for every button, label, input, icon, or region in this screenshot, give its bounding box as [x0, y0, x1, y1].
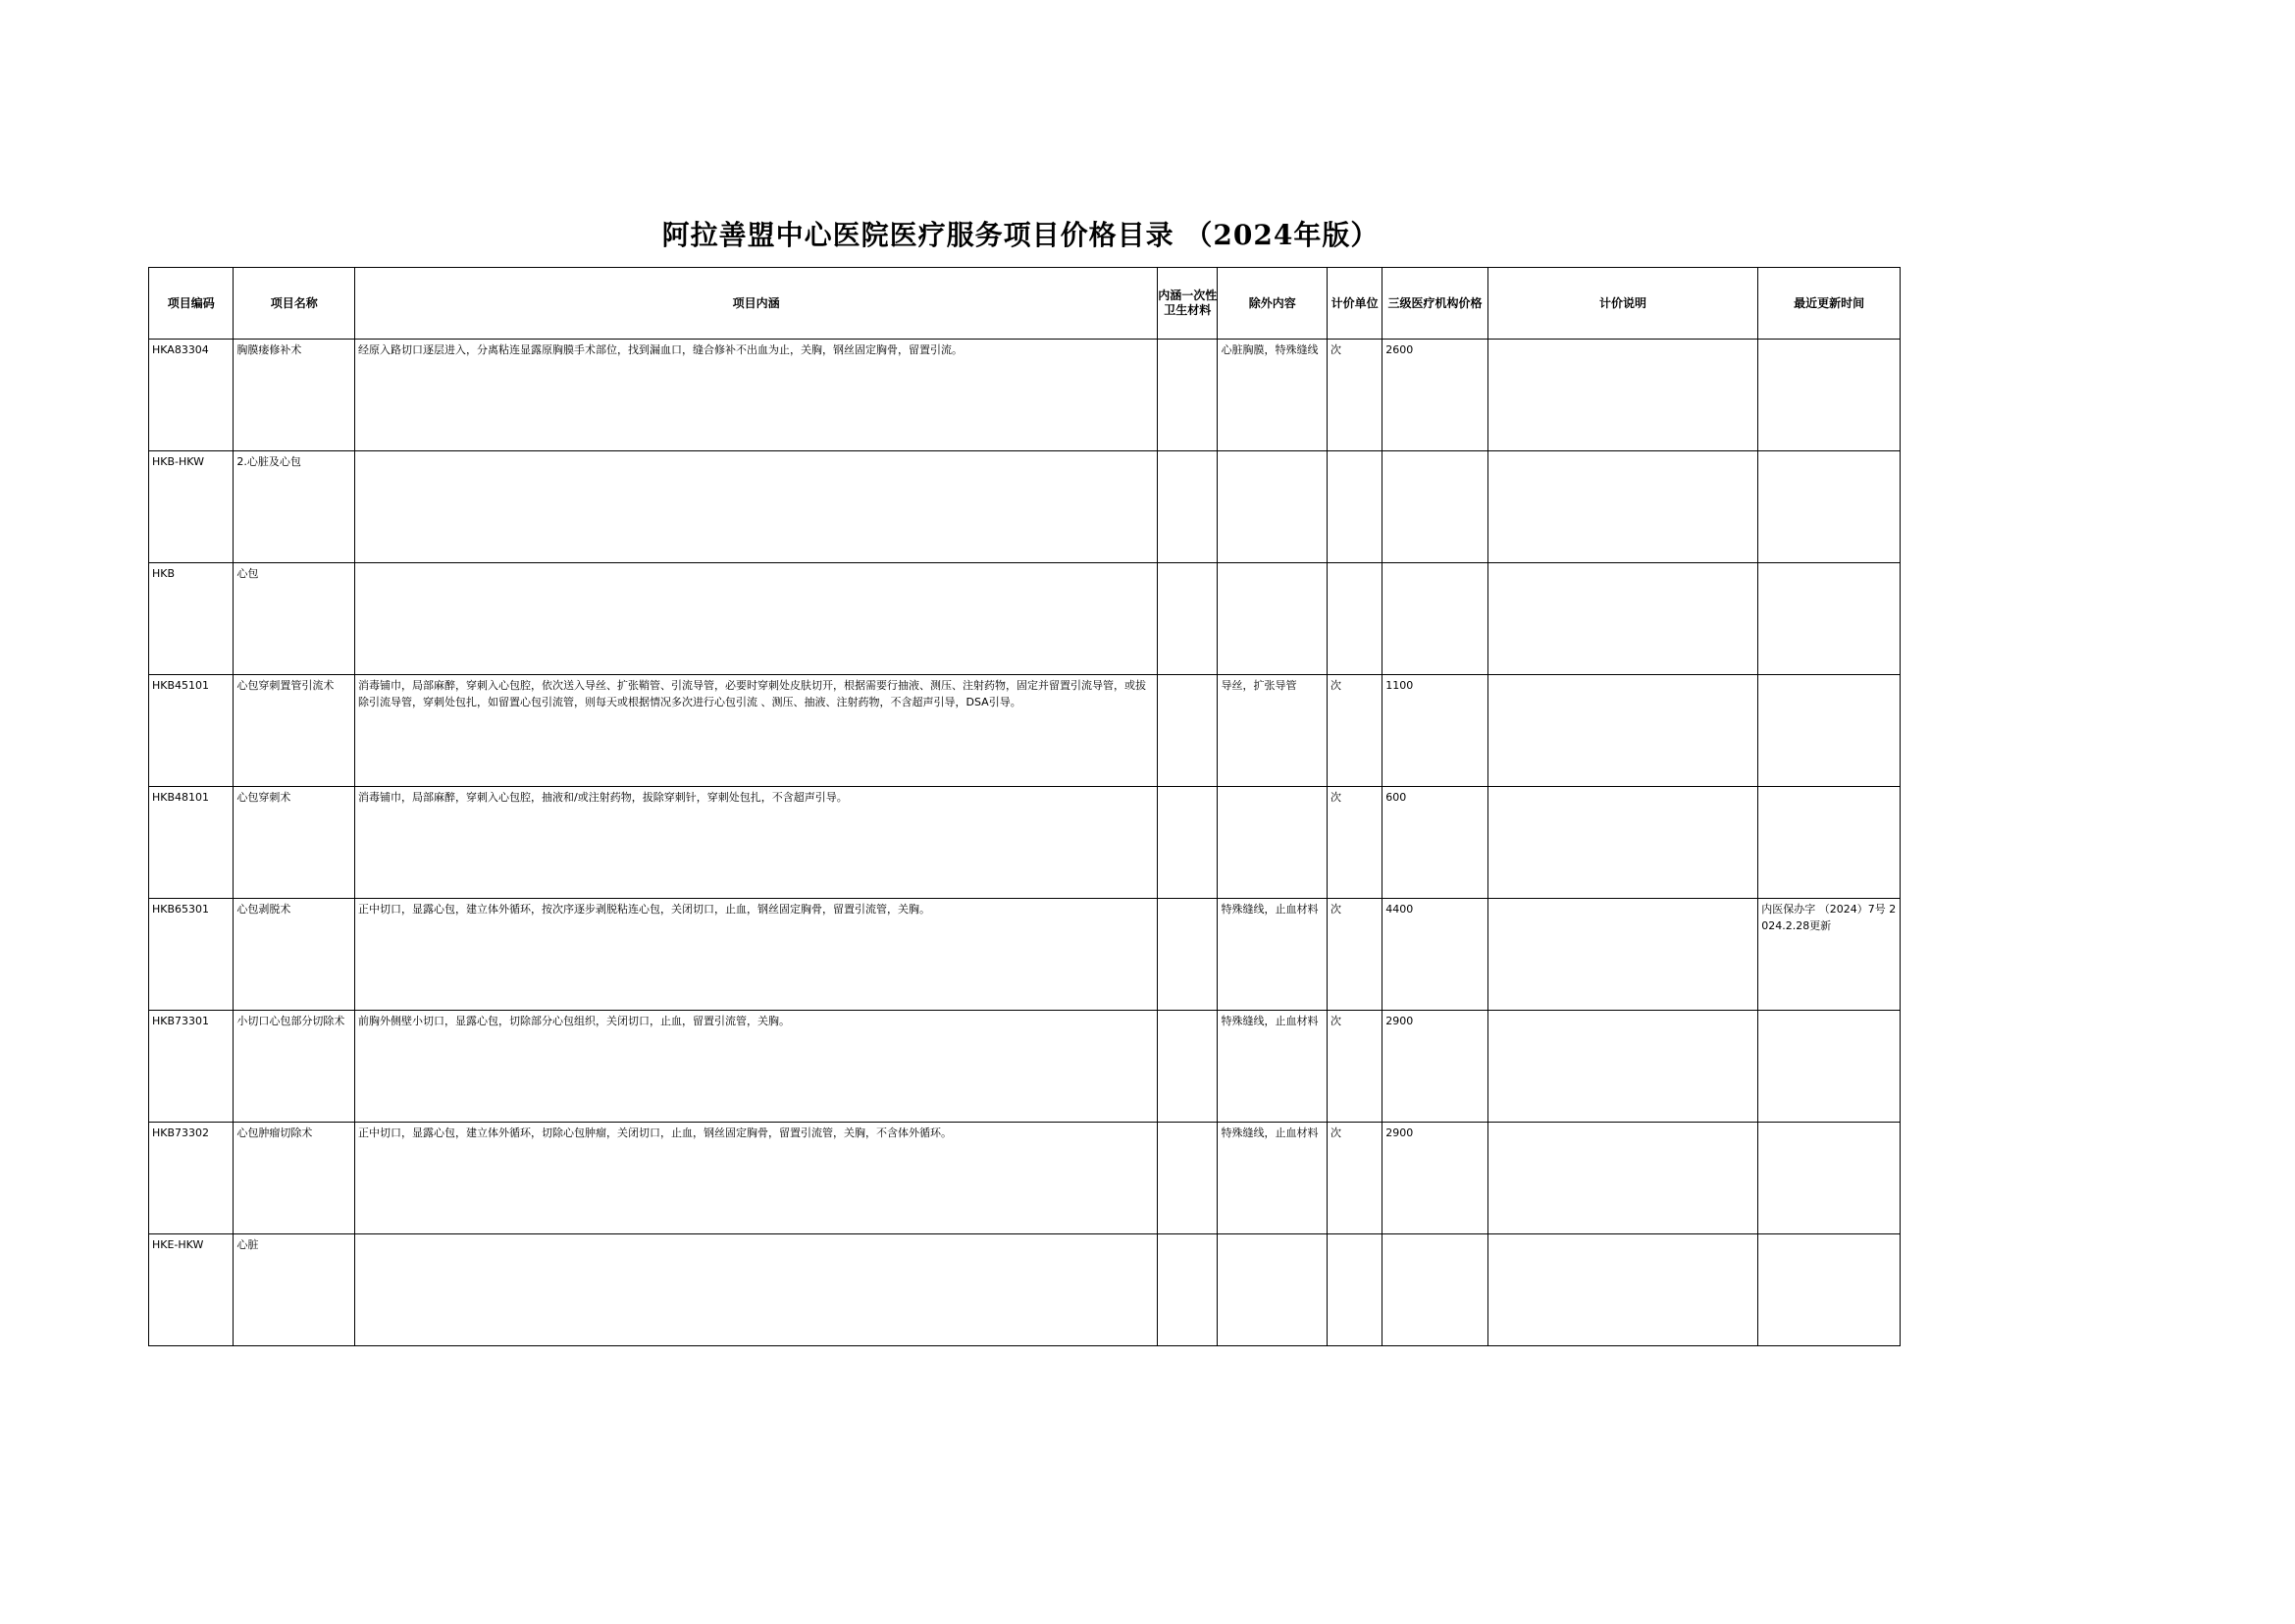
item-name-cell [234, 787, 355, 899]
price-cell-text: 4400 [1385, 903, 1414, 916]
price-catalog-table [148, 267, 1901, 1346]
consumables-cell [1158, 451, 1218, 563]
exclusions-cell-text: 特殊缝线，止血材料 [1221, 1015, 1319, 1027]
header-content: 项目内涵 [355, 268, 1158, 340]
header-pricing-notes: 计价说明 [1487, 268, 1757, 340]
pricing-notes-cell [1487, 675, 1757, 787]
pricing-notes-cell [1487, 563, 1757, 675]
unit-cell-text: 次 [1330, 1015, 1342, 1027]
updated-cell-text [1758, 1011, 1900, 1013]
item-name-cell-text: 2.心脏及心包 [236, 455, 301, 468]
item-content-cell-text: 消毒铺巾，局部麻醉，穿刺入心包腔，依次送入导丝、扩张鞘管、引流导管，必要时穿刺处皮肤切开，根据需要行抽液、测压、注射药物，固定并留置引流导管，或拔除引流导管，穿刺处包扎，如留置心包引流管，则每天或根据情况多次进行心包引流 、测压、抽液、注射药物，不含超声引导，DSA引导。 [358, 679, 1147, 708]
price-cell [1382, 1234, 1488, 1346]
item-name-cell [234, 451, 355, 563]
pricing-notes-cell-text [1488, 787, 1757, 789]
pricing-notes-cell-text [1488, 340, 1757, 341]
item-content-cell [355, 1234, 1158, 1346]
updated-cell [1758, 1011, 1901, 1123]
table-row [149, 675, 1901, 787]
pricing-notes-cell-text [1488, 899, 1757, 901]
exclusions-cell [1218, 899, 1328, 1011]
item-name-cell [234, 675, 355, 787]
header-consumables: 内涵一次性卫生材料 [1158, 268, 1218, 340]
unit-cell [1328, 340, 1382, 451]
item-name-cell [234, 1011, 355, 1123]
updated-cell [1758, 1123, 1901, 1234]
updated-cell-text: 内医保办字 （2024）7号 2024.2.28更新 [1761, 903, 1897, 932]
unit-cell-text: 次 [1330, 791, 1342, 804]
updated-cell-text [1758, 340, 1900, 341]
price-cell [1382, 451, 1488, 563]
header-exclusions: 除外内容 [1218, 268, 1328, 340]
item-content-cell [355, 563, 1158, 675]
item-name-cell [234, 1123, 355, 1234]
updated-cell [1758, 340, 1901, 451]
exclusions-cell [1218, 563, 1328, 675]
price-cell-text: 2600 [1385, 343, 1414, 356]
item-name-cell-text: 胸膜瘘修补术 [236, 343, 302, 356]
updated-cell [1758, 563, 1901, 675]
item-content-cell [355, 451, 1158, 563]
consumables-cell-text [1158, 899, 1217, 901]
unit-cell [1328, 787, 1382, 899]
pricing-notes-cell-text [1488, 451, 1757, 453]
consumables-cell [1158, 1123, 1218, 1234]
page-title: 阿拉善盟中心医院医疗服务项目价格目录 （2024年版） [661, 219, 1380, 251]
updated-cell-text [1758, 451, 1900, 453]
price-cell-text [1382, 563, 1487, 565]
consumables-cell [1158, 675, 1218, 787]
item-content-cell-text: 消毒铺巾，局部麻醉，穿刺入心包腔，抽液和/或注射药物，拔除穿刺针，穿刺处包扎，不含超声引导。 [358, 791, 848, 804]
exclusions-cell-text: 特殊缝线，止血材料 [1221, 1126, 1319, 1139]
exclusions-cell [1218, 1234, 1328, 1346]
item-name-cell-text: 小切口心包部分切除术 [236, 1015, 345, 1027]
consumables-cell-text [1158, 340, 1217, 341]
price-cell [1382, 1123, 1488, 1234]
unit-cell [1328, 1123, 1382, 1234]
item-code-cell-text: HKB-HKW [152, 455, 204, 468]
consumables-cell [1158, 1234, 1218, 1346]
unit-cell-text [1328, 563, 1382, 565]
consumables-cell-text [1158, 451, 1217, 453]
unit-cell-text [1328, 1234, 1382, 1236]
table-row [149, 340, 1901, 451]
pricing-notes-cell-text [1488, 1234, 1757, 1236]
consumables-cell [1158, 340, 1218, 451]
pricing-notes-cell [1487, 1234, 1757, 1346]
price-cell-text: 2900 [1385, 1126, 1414, 1139]
updated-cell [1758, 675, 1901, 787]
exclusions-cell [1218, 787, 1328, 899]
item-name-cell [234, 1234, 355, 1346]
table-row [149, 451, 1901, 563]
pricing-notes-cell [1487, 451, 1757, 563]
updated-cell-text [1758, 787, 1900, 789]
item-code-cell [149, 1123, 234, 1234]
item-code-cell [149, 1011, 234, 1123]
pricing-notes-cell-text [1488, 563, 1757, 565]
item-code-cell-text: HKB45101 [152, 679, 210, 692]
item-code-cell-text: HKA83304 [152, 343, 209, 356]
updated-cell [1758, 1234, 1901, 1346]
consumables-cell-text [1158, 675, 1217, 677]
header-price: 三级医疗机构价格 [1382, 268, 1488, 340]
price-cell-text: 1100 [1385, 679, 1414, 692]
table-header-row [149, 268, 1901, 340]
pricing-notes-cell [1487, 787, 1757, 899]
exclusions-cell-text: 导丝，扩张导管 [1221, 679, 1297, 692]
exclusions-cell [1218, 340, 1328, 451]
exclusions-cell-text [1218, 563, 1327, 565]
header-unit: 计价单位 [1328, 268, 1382, 340]
updated-cell-text [1758, 563, 1900, 565]
item-code-cell [149, 787, 234, 899]
table-row [149, 1234, 1901, 1346]
item-name-cell [234, 899, 355, 1011]
item-content-cell [355, 1011, 1158, 1123]
pricing-notes-cell-text [1488, 675, 1757, 677]
pricing-notes-cell [1487, 340, 1757, 451]
price-cell [1382, 787, 1488, 899]
consumables-cell [1158, 899, 1218, 1011]
consumables-cell-text [1158, 787, 1217, 789]
pricing-notes-cell-text [1488, 1123, 1757, 1125]
item-content-cell [355, 340, 1158, 451]
price-cell [1382, 899, 1488, 1011]
price-cell-text: 2900 [1385, 1015, 1414, 1027]
item-code-cell-text: HKE-HKW [152, 1238, 204, 1251]
consumables-cell [1158, 563, 1218, 675]
pricing-notes-cell [1487, 1123, 1757, 1234]
item-code-cell [149, 1234, 234, 1346]
exclusions-cell-text [1218, 1234, 1327, 1236]
updated-cell [1758, 451, 1901, 563]
item-content-cell-text [355, 563, 1157, 565]
item-code-cell [149, 563, 234, 675]
item-name-cell-text: 心包穿刺置管引流术 [236, 679, 335, 692]
item-content-cell-text: 前胸外侧壁小切口，显露心包，切除部分心包组织，关闭切口，止血，留置引流管，关胸。 [358, 1015, 791, 1027]
pricing-notes-cell-text [1488, 1011, 1757, 1013]
item-content-cell-text [355, 1234, 1157, 1236]
item-name-cell-text: 心包穿刺术 [236, 791, 291, 804]
table-row [149, 899, 1901, 1011]
table-row [149, 1123, 1901, 1234]
header-name: 项目名称 [234, 268, 355, 340]
item-code-cell-text: HKB73302 [152, 1126, 210, 1139]
consumables-cell [1158, 787, 1218, 899]
unit-cell [1328, 899, 1382, 1011]
unit-cell-text: 次 [1330, 679, 1342, 692]
price-cell [1382, 675, 1488, 787]
consumables-cell-text [1158, 563, 1217, 565]
item-code-cell [149, 675, 234, 787]
item-code-cell-text: HKB48101 [152, 791, 210, 804]
consumables-cell-text [1158, 1011, 1217, 1013]
exclusions-cell-text [1218, 451, 1327, 453]
item-content-cell-text: 正中切口，显露心包，建立体外循环，按次序逐步剥脱粘连心包，关闭切口，止血，钢丝固定胸骨，留置引流管，关胸。 [358, 903, 931, 916]
exclusions-cell [1218, 675, 1328, 787]
unit-cell-text: 次 [1330, 1126, 1342, 1139]
exclusions-cell [1218, 1123, 1328, 1234]
exclusions-cell-text: 特殊缝线，止血材料 [1221, 903, 1319, 916]
item-name-cell [234, 563, 355, 675]
item-code-cell-text: HKB65301 [152, 903, 210, 916]
item-content-cell [355, 675, 1158, 787]
item-name-cell-text: 心脏 [236, 1238, 259, 1251]
item-name-cell-text: 心包肿瘤切除术 [236, 1126, 313, 1139]
item-name-cell-text: 心包 [236, 567, 259, 580]
header-code: 项目编码 [149, 268, 234, 340]
header-updated: 最近更新时间 [1758, 268, 1901, 340]
item-content-cell-text: 经原入路切口逐层进入，分离粘连显露原胸膜手术部位，找到漏血口，缝合修补不出血为止，关胸，钢丝固定胸骨，留置引流。 [358, 343, 964, 356]
consumables-cell-text [1158, 1123, 1217, 1125]
price-cell-text [1382, 451, 1487, 453]
item-content-cell-text [355, 451, 1157, 453]
unit-cell [1328, 451, 1382, 563]
unit-cell-text: 次 [1330, 343, 1342, 356]
item-content-cell [355, 899, 1158, 1011]
item-code-cell-text: HKB73301 [152, 1015, 210, 1027]
item-name-cell [234, 340, 355, 451]
updated-cell [1758, 787, 1901, 899]
table-row [149, 787, 1901, 899]
price-cell-text: 600 [1385, 791, 1407, 804]
unit-cell [1328, 563, 1382, 675]
updated-cell-text [1758, 1234, 1900, 1236]
item-code-cell-text: HKB [152, 567, 176, 580]
consumables-cell-text [1158, 1234, 1217, 1236]
unit-cell-text: 次 [1330, 903, 1342, 916]
item-content-cell [355, 1123, 1158, 1234]
table-row [149, 1011, 1901, 1123]
consumables-cell [1158, 1011, 1218, 1123]
unit-cell [1328, 1234, 1382, 1346]
item-content-cell-text: 正中切口，显露心包，建立体外循环，切除心包肿瘤，关闭切口，止血，钢丝固定胸骨，留置引流管，关胸，不含体外循环。 [358, 1126, 953, 1139]
price-cell [1382, 1011, 1488, 1123]
item-code-cell [149, 340, 234, 451]
unit-cell [1328, 1011, 1382, 1123]
item-name-cell-text: 心包剥脱术 [236, 903, 291, 916]
table-row [149, 563, 1901, 675]
updated-cell-text [1758, 1123, 1900, 1125]
updated-cell [1758, 899, 1901, 1011]
exclusions-cell [1218, 1011, 1328, 1123]
exclusions-cell-text [1218, 787, 1327, 789]
pricing-notes-cell [1487, 899, 1757, 1011]
item-code-cell [149, 451, 234, 563]
updated-cell-text [1758, 675, 1900, 677]
unit-cell-text [1328, 451, 1382, 453]
item-content-cell [355, 787, 1158, 899]
item-code-cell [149, 899, 234, 1011]
exclusions-cell-text: 心脏胸膜，特殊缝线 [1221, 343, 1319, 356]
unit-cell [1328, 675, 1382, 787]
price-cell [1382, 340, 1488, 451]
pricing-notes-cell [1487, 1011, 1757, 1123]
price-cell [1382, 563, 1488, 675]
price-cell-text [1382, 1234, 1487, 1236]
exclusions-cell [1218, 451, 1328, 563]
